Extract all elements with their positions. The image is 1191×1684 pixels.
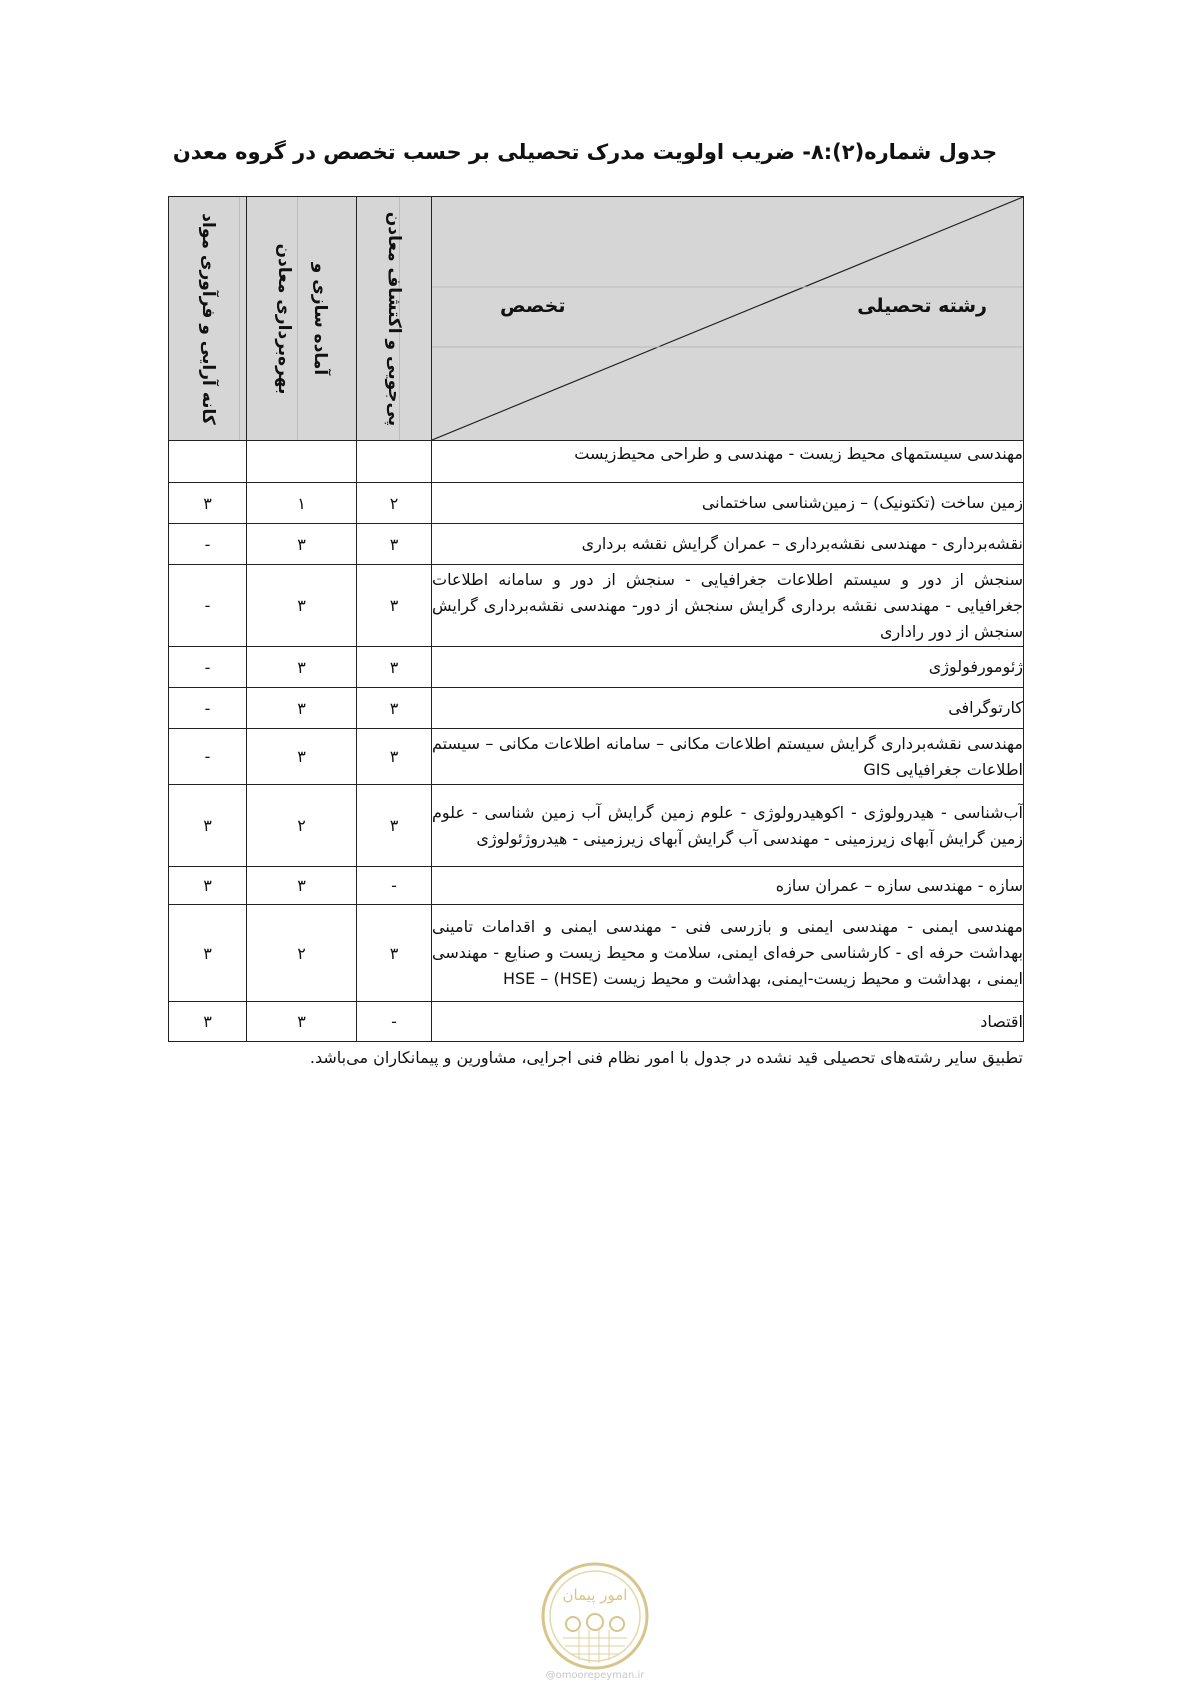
processing-value: ۳ — [169, 1002, 247, 1042]
field-cell: مهندسی نقشه‌برداری گرایش سیستم اطلاعات مکانی – سامانه اطلاعات مکانی – سیستم اطلاعات جغرافیایی GIS — [432, 729, 1024, 785]
processing-value: - — [169, 688, 247, 729]
extraction-value: ۳ — [247, 647, 357, 688]
exploration-value: ۳ — [357, 688, 432, 729]
field-cell: سنجش از دور و سیستم اطلاعات جغرافیایی - سنجش از دور و سامانه اطلاعات جغرافیایی - مهندسی نقشه برداری گرایش سنجش از دور- مهندسی نقشه‌برداری گرایش سنجش از دور راداری — [432, 565, 1024, 647]
extraction-value: ۲ — [247, 785, 357, 867]
watermark-text: امور پیمان — [562, 1586, 628, 1604]
table-row — [169, 1002, 1024, 1042]
field-cell: نقشه‌برداری - مهندسی نقشه‌برداری – عمران گرایش نقشه برداری — [432, 524, 1024, 565]
extraction-value — [247, 441, 357, 483]
specialty-label: تخصص — [500, 295, 566, 317]
table-row — [169, 483, 1024, 524]
table-row — [169, 867, 1024, 905]
field-cell: آب‌شناسی - هیدرولوژی - اکوهیدرولوژی - علوم زمین گرایش آب زمین شناسی - علوم زمین گرایش آبهای زیرزمینی - مهندسی آب گرایش آبهای زیرزمینی - هیدروژئولوژی — [432, 785, 1024, 867]
field-cell: زمین ساخت (تکتونیک) – زمین‌شناسی ساختمانی — [432, 483, 1024, 524]
extraction-value: ۳ — [247, 524, 357, 565]
watermark-handle: @omoorepeyman.ir — [545, 1670, 645, 1680]
footnote: تطبیق سایر رشته‌های تحصیلی قید نشده در جدول با امور نظام فنی اجرایی، مشاورین و پیمانکاران می‌باشد. — [309, 1048, 1023, 1067]
exploration-value: ۳ — [357, 647, 432, 688]
extraction-value: ۲ — [247, 905, 357, 1002]
diagonal-divider — [432, 197, 1023, 440]
table-row — [169, 688, 1024, 729]
col-header-exploration-text: پی‌جویی و اکتشاف معادن — [384, 211, 404, 426]
processing-value — [169, 441, 247, 483]
processing-value: ۳ — [169, 785, 247, 867]
field-cell: اقتصاد — [432, 1002, 1024, 1042]
table-row — [169, 565, 1024, 647]
table-title: جدول شماره(۲):۸- ضریب اولویت مدرک تحصیلی بر حسب تخصص در گروه معدن — [172, 140, 998, 164]
field-cell: مهندسی سیستمهای محیط زیست - مهندسی و طراحی محیط‌زیست — [432, 441, 1024, 483]
table-row — [169, 441, 1024, 483]
exploration-value: - — [357, 1002, 432, 1042]
extraction-value: ۳ — [247, 1002, 357, 1042]
extraction-value: ۳ — [247, 688, 357, 729]
col-header-extraction-line1: آماده سازی و — [309, 262, 330, 375]
exploration-value — [357, 441, 432, 483]
exploration-value: - — [357, 867, 432, 905]
processing-value: - — [169, 647, 247, 688]
field-cell: ژئومورفولوژی — [432, 647, 1024, 688]
extraction-value: ۳ — [247, 729, 357, 785]
table-row — [169, 729, 1024, 785]
exploration-value: ۳ — [357, 729, 432, 785]
col-header-exploration — [357, 197, 432, 441]
exploration-value: ۳ — [357, 565, 432, 647]
processing-value: - — [169, 729, 247, 785]
exploration-value: ۳ — [357, 905, 432, 1002]
field-of-study-label: رشته تحصیلی — [857, 295, 987, 317]
exploration-value: ۳ — [357, 524, 432, 565]
field-cell: کارتوگرافی — [432, 688, 1024, 729]
col-header-processing-text: کانه آرایی و فرآوری مواد — [197, 212, 218, 425]
header-row — [169, 197, 1024, 441]
col-header-extraction-line2: بهره‌برداری معادن — [273, 243, 294, 394]
omoorepeyman-watermark-logo — [523, 1560, 668, 1680]
extraction-value: ۳ — [247, 867, 357, 905]
table-row — [169, 524, 1024, 565]
col-header-processing — [169, 197, 247, 441]
table-row — [169, 785, 1024, 867]
processing-value: ۳ — [169, 867, 247, 905]
exploration-value: ۲ — [357, 483, 432, 524]
extraction-value: ۳ — [247, 565, 357, 647]
field-cell: سازه - مهندسی سازه – عمران سازه — [432, 867, 1024, 905]
extraction-value: ۱ — [247, 483, 357, 524]
table-row — [169, 647, 1024, 688]
processing-value: ۳ — [169, 905, 247, 1002]
exploration-value: ۳ — [357, 785, 432, 867]
processing-value: - — [169, 524, 247, 565]
col-header-extraction-text — [266, 243, 338, 394]
processing-value: ۳ — [169, 483, 247, 524]
table-row — [169, 905, 1024, 1002]
col-header-extraction — [247, 197, 357, 441]
diagonal-header-cell — [432, 197, 1024, 441]
field-cell: مهندسی ایمنی - مهندسی ایمنی و بازرسی فنی - مهندسی ایمنی و اقدامات تامینی بهداشت حرفه ای - کارشناسی حرفه‌ای ایمنی، سلامت و محیط زیست و صنایع - مهندسی ایمنی ، بهداشت و محیط زیست-ایمنی، بهداشت و محیط زیست (HSE) – HSE — [432, 905, 1024, 1002]
processing-value: - — [169, 565, 247, 647]
priority-table — [168, 196, 1024, 1042]
